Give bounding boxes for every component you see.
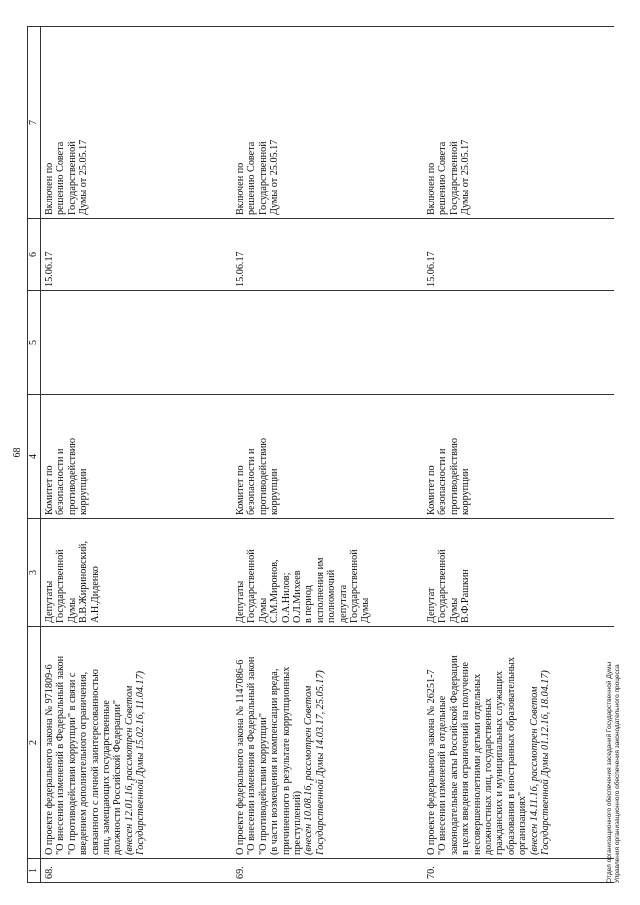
bill-title-line: образования в иностранных образовательных — [505, 657, 517, 855]
authors-cell — [232, 519, 423, 627]
authors-cell — [423, 519, 614, 627]
bill-description-cell — [423, 627, 614, 859]
decision-line: решению Совета — [55, 141, 67, 215]
author-line: В.В.Жириновский, — [78, 540, 90, 623]
decision-cell — [232, 27, 423, 219]
bill-title-line: законодательные акты Российской Федерации — [448, 655, 460, 855]
bill-note-line: (внесен 10.08.16, рассмотрен Советом — [303, 685, 315, 855]
committee-line: Комитет по — [235, 465, 246, 515]
bills-table — [27, 26, 614, 883]
row-number: 69. — [232, 859, 423, 883]
footer-line: Отдел организационного обеспечения заседаний Государственной Думы — [606, 661, 613, 883]
author-line: А.Н.Диденко — [89, 566, 101, 623]
committee-line: коррупции — [78, 468, 90, 515]
committee-line: Комитет по — [426, 465, 437, 515]
header-row — [28, 27, 41, 883]
author-line: Депутат — [426, 587, 437, 623]
decision-line: Думы от 25.05.17 — [78, 139, 90, 215]
col-header: 3 — [28, 519, 41, 627]
date-cell: 15.06.17 — [232, 219, 423, 291]
column-5-cell — [41, 291, 233, 395]
author-line: Думы — [448, 597, 460, 623]
col-header: 2 — [28, 627, 41, 859]
committee-line: коррупции — [269, 468, 281, 515]
committee-line: коррупции — [460, 468, 472, 515]
committee-line: Комитет по — [44, 465, 55, 515]
bill-title-line: "О внесении изменений в Федеральный закон — [55, 655, 67, 855]
author-line: О.Л.Михеев — [292, 570, 304, 623]
bill-title-line: несовершеннолетними детьми отдельных — [471, 673, 483, 855]
bill-title-line: организациях" — [517, 791, 529, 855]
committee-line: безопасности и — [55, 448, 67, 515]
bill-title-line: О проекте федерального закона № 26251-7 — [426, 669, 437, 855]
authors-cell — [41, 519, 233, 627]
bill-title-line: лиц, замещающих государственные — [101, 700, 113, 855]
author-line: исполнения им — [314, 557, 326, 623]
decision-line: Государственной — [66, 141, 78, 215]
bill-title-line: связанного с личной заинтересованностью — [89, 669, 101, 855]
bill-title-line: "О внесении изменения в Федеральный закон — [246, 656, 258, 855]
date-cell: 15.06.17 — [423, 219, 614, 291]
bill-title-line: (в части возмещения и компенсации вреда, — [269, 668, 281, 855]
committee-cell — [41, 395, 233, 519]
bill-title-line: введением дополнительного ограничения, — [78, 671, 90, 855]
author-line: О.А.Нилов; — [280, 572, 292, 623]
committee-cell — [232, 395, 423, 519]
committee-line: безопасности и — [437, 448, 449, 515]
bill-title-line: О проекте федерального закона № 971809-6 — [44, 664, 55, 855]
author-line: Депутаты — [235, 580, 246, 623]
bill-title-line: О проекте федерального закона № 1147086-6 — [235, 659, 246, 855]
bill-note-line: Государственной Думы 01.12.16, 18.04.17) — [540, 670, 552, 855]
decision-line: решению Совета — [437, 141, 449, 215]
decision-line: Включен по — [426, 162, 437, 215]
decision-line: Государственной — [448, 141, 460, 215]
author-line: Депутаты — [44, 580, 55, 623]
bill-title-line: "О внесении изменений в отдельные — [437, 695, 449, 855]
bill-title-line: причиненного в результате коррупционных — [280, 666, 292, 855]
table-row — [41, 27, 233, 883]
committee-line: противодействию — [448, 438, 460, 515]
bill-title-line: "О противодействии коррупции" в связи с — [66, 672, 78, 855]
author-line: депутата — [337, 584, 349, 623]
author-line: Государственной — [437, 549, 449, 623]
row-number: 68. — [41, 859, 233, 883]
bill-note-line: Государственной Думы 15.02.16, 11.04.17) — [135, 670, 147, 855]
decision-cell — [423, 27, 614, 219]
author-line: Государственной — [55, 549, 67, 623]
column-5-cell — [232, 291, 423, 395]
footer — [606, 662, 622, 883]
footer-line: Управления организационного обеспечения законодательного процесса — [614, 664, 621, 883]
bill-note-line: Государственной Думы 14.03.17, 25.05.17) — [314, 670, 326, 855]
bill-title-line: должностных лиц, государственных — [483, 697, 495, 855]
col-header: 1 — [28, 859, 41, 883]
row-number: 70. — [423, 859, 614, 883]
bill-title-line: гражданских и муниципальных служащих — [494, 670, 506, 855]
decision-line: Включен по — [44, 162, 55, 215]
author-line: Думы — [257, 597, 269, 623]
decision-line: Включен по — [235, 162, 246, 215]
author-line: С.М.Миронов, — [269, 559, 281, 623]
bill-note-line: (внесен 14.11.16, рассмотрен Советом — [528, 686, 540, 855]
author-line: Думы — [360, 597, 372, 623]
decision-cell — [41, 27, 233, 219]
bill-title-line: "О противодействии коррупции" — [257, 712, 269, 855]
table-row — [232, 27, 423, 883]
author-line: полномочий — [326, 569, 338, 623]
bill-note-line: (внесен 12.01.16, рассмотрен Советом — [123, 685, 135, 855]
decision-line: Государственной — [257, 141, 269, 215]
committee-line: противодействию — [66, 438, 78, 515]
decision-line: Думы от 25.05.17 — [269, 139, 281, 215]
author-line: В.Ф.Рашкин — [460, 569, 472, 623]
author-line: Государственной — [349, 549, 361, 623]
column-5-cell — [423, 291, 614, 395]
col-header: 6 — [28, 219, 41, 291]
author-line: Думы — [66, 597, 78, 623]
bill-title-line: должности Российской Федерации" — [112, 699, 124, 855]
bill-description-cell — [232, 627, 423, 859]
committee-cell — [423, 395, 614, 519]
committee-line: безопасности и — [246, 448, 258, 515]
decision-line: решению Совета — [246, 141, 258, 215]
committee-line: противодействию — [257, 438, 269, 515]
date-cell: 15.06.17 — [41, 219, 233, 291]
author-line: в период — [303, 585, 315, 623]
table-row — [423, 27, 614, 883]
decision-line: Думы от 25.05.17 — [460, 139, 472, 215]
col-header: 7 — [28, 27, 41, 219]
bill-title-line: в целях введения ограничений на получение — [460, 661, 472, 855]
bill-description-cell — [41, 627, 233, 859]
page-number: 68 — [12, 447, 23, 458]
col-header: 4 — [28, 395, 41, 519]
author-line: Государственной — [246, 549, 258, 623]
col-header: 5 — [28, 291, 41, 395]
bill-title-line: преступлений) — [292, 790, 304, 855]
